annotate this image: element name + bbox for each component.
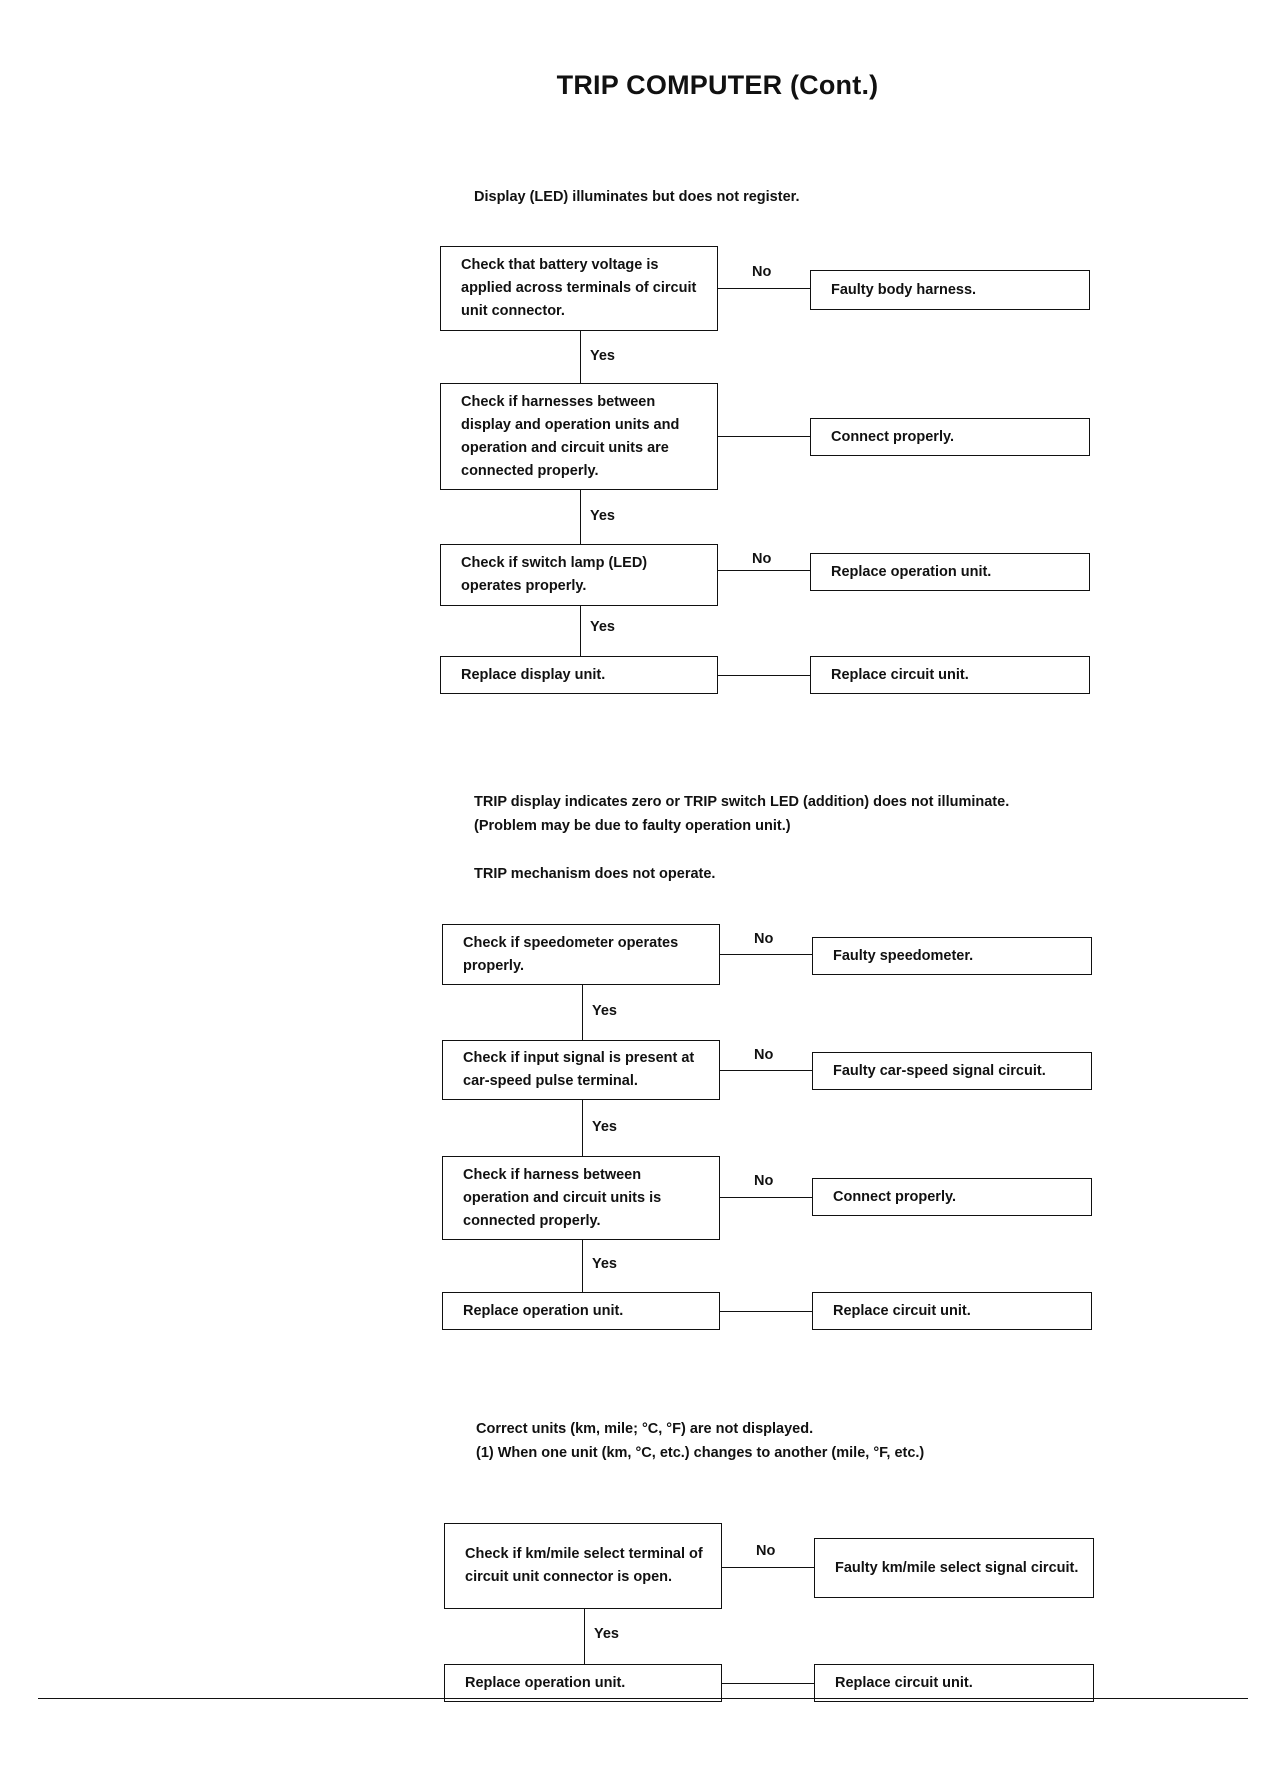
s1-connector-h2 — [718, 436, 810, 437]
s1-check-3-text: Check if switch lamp (LED) operates properly. — [461, 555, 648, 594]
s2-no-label-3: No — [754, 1173, 774, 1189]
s2-yes-label-2: Yes — [592, 1119, 617, 1135]
s2-result-4-text: Replace circuit unit. — [833, 1302, 971, 1319]
s2-result-2-text: Faulty car-speed signal circuit. — [833, 1062, 1046, 1079]
section2-note-line1: TRIP display indicates zero or TRIP switch LED (addition) does not illuminate. — [474, 794, 1010, 810]
s1-no-label-3: No — [752, 551, 772, 567]
s2-no-label-1: No — [754, 931, 774, 947]
s2-check-2-text: Check if input signal is present at car-speed pulse terminal. — [463, 1050, 695, 1089]
s1-no-label-1: No — [752, 264, 772, 280]
s2-yes-label-1: Yes — [592, 1003, 617, 1019]
s3-yes-label-1: Yes — [594, 1626, 619, 1642]
s3-result-1-text: Faulty km/mile select signal circuit. — [835, 1559, 1079, 1576]
s2-yes-label-3: Yes — [592, 1256, 617, 1272]
s3-connector-v1 — [584, 1609, 585, 1664]
s3-connector-h2 — [722, 1683, 814, 1684]
s2-result-1-box — [812, 937, 1092, 975]
s2-check-4-text: Replace operation unit. — [463, 1302, 624, 1319]
s1-check-1-box — [440, 246, 718, 331]
s3-check-1-box — [444, 1523, 722, 1609]
s1-check-4-box — [440, 656, 718, 694]
section2-note-line2: (Problem may be due to faulty operation unit.) — [474, 818, 791, 834]
s1-result-2-box — [810, 418, 1090, 456]
s1-result-1-box — [810, 270, 1090, 310]
s1-yes-label-2: Yes — [590, 508, 615, 524]
s3-result-2-box — [814, 1664, 1094, 1702]
s2-check-1-box — [442, 924, 720, 985]
s1-connector-h4 — [718, 675, 810, 676]
s2-check-2-box — [442, 1040, 720, 1100]
s1-connector-v3 — [580, 606, 581, 656]
s2-check-3-text: Check if harness between operation and circuit units is connected properly. — [463, 1166, 662, 1229]
s1-connector-h1 — [718, 288, 810, 289]
section3-heading-line1: Correct units (km, mile; °C, °F) are not displayed. — [476, 1421, 814, 1437]
s2-connector-h2 — [720, 1070, 812, 1071]
s3-result-1-box — [814, 1538, 1094, 1598]
s1-yes-label-3: Yes — [590, 619, 615, 635]
s1-result-4-text: Replace circuit unit. — [831, 666, 969, 683]
s3-check-2-text: Replace operation unit. — [465, 1674, 626, 1691]
s1-yes-label-1: Yes — [590, 348, 615, 364]
s2-connector-h1 — [720, 954, 812, 955]
s2-result-3-box — [812, 1178, 1092, 1216]
s1-result-4-box — [810, 656, 1090, 694]
s1-check-2-text: Check if harnesses between display and operation units and operation and circuit units are connected properly. — [461, 393, 680, 479]
s2-check-4-box — [442, 1292, 720, 1330]
s2-result-1-text: Faulty speedometer. — [833, 947, 974, 964]
s1-result-3-text: Replace operation unit. — [831, 563, 992, 580]
s2-result-3-text: Connect properly. — [833, 1188, 956, 1205]
s3-check-1-text: Check if km/mile select terminal of circuit unit connector is open. — [465, 1546, 703, 1585]
s1-connector-v2 — [580, 490, 581, 544]
s1-result-1-text: Faulty body harness. — [831, 281, 977, 298]
s1-check-2-box — [440, 383, 718, 490]
s1-connector-h3 — [718, 570, 810, 571]
s1-check-4-text: Replace display unit. — [461, 666, 606, 683]
s2-result-4-box — [812, 1292, 1092, 1330]
section2-heading: TRIP mechanism does not operate. — [474, 866, 716, 882]
s3-result-2-text: Replace circuit unit. — [835, 1674, 973, 1691]
s2-check-1-text: Check if speedometer operates properly. — [463, 934, 679, 974]
s1-connector-v1 — [580, 331, 581, 383]
s3-connector-h1 — [722, 1567, 814, 1568]
s2-no-label-2: No — [754, 1047, 774, 1063]
section3-heading-line2: (1) When one unit (km, °C, etc.) changes to another (mile, °F, etc.) — [476, 1445, 925, 1461]
section1-heading: Display (LED) illuminates but does not register. — [474, 189, 800, 205]
page-title: TRIP COMPUTER (Cont.) — [556, 70, 879, 100]
s2-connector-v2 — [582, 1100, 583, 1156]
s1-result-2-text: Connect properly. — [831, 428, 954, 445]
s1-check-3-box — [440, 544, 718, 606]
s2-connector-h3 — [720, 1197, 812, 1198]
s2-connector-v3 — [582, 1240, 583, 1292]
footer-rule — [38, 1698, 1248, 1699]
s1-result-3-box — [810, 553, 1090, 591]
s2-check-3-box — [442, 1156, 720, 1240]
s1-check-1-text: Check that battery voltage is applied across terminals of circuit unit connector. — [461, 257, 697, 319]
s2-connector-v1 — [582, 985, 583, 1040]
s3-no-label-1: No — [756, 1543, 776, 1559]
s2-connector-h4 — [720, 1311, 812, 1312]
s2-result-2-box — [812, 1052, 1092, 1090]
s3-check-2-box — [444, 1664, 722, 1702]
